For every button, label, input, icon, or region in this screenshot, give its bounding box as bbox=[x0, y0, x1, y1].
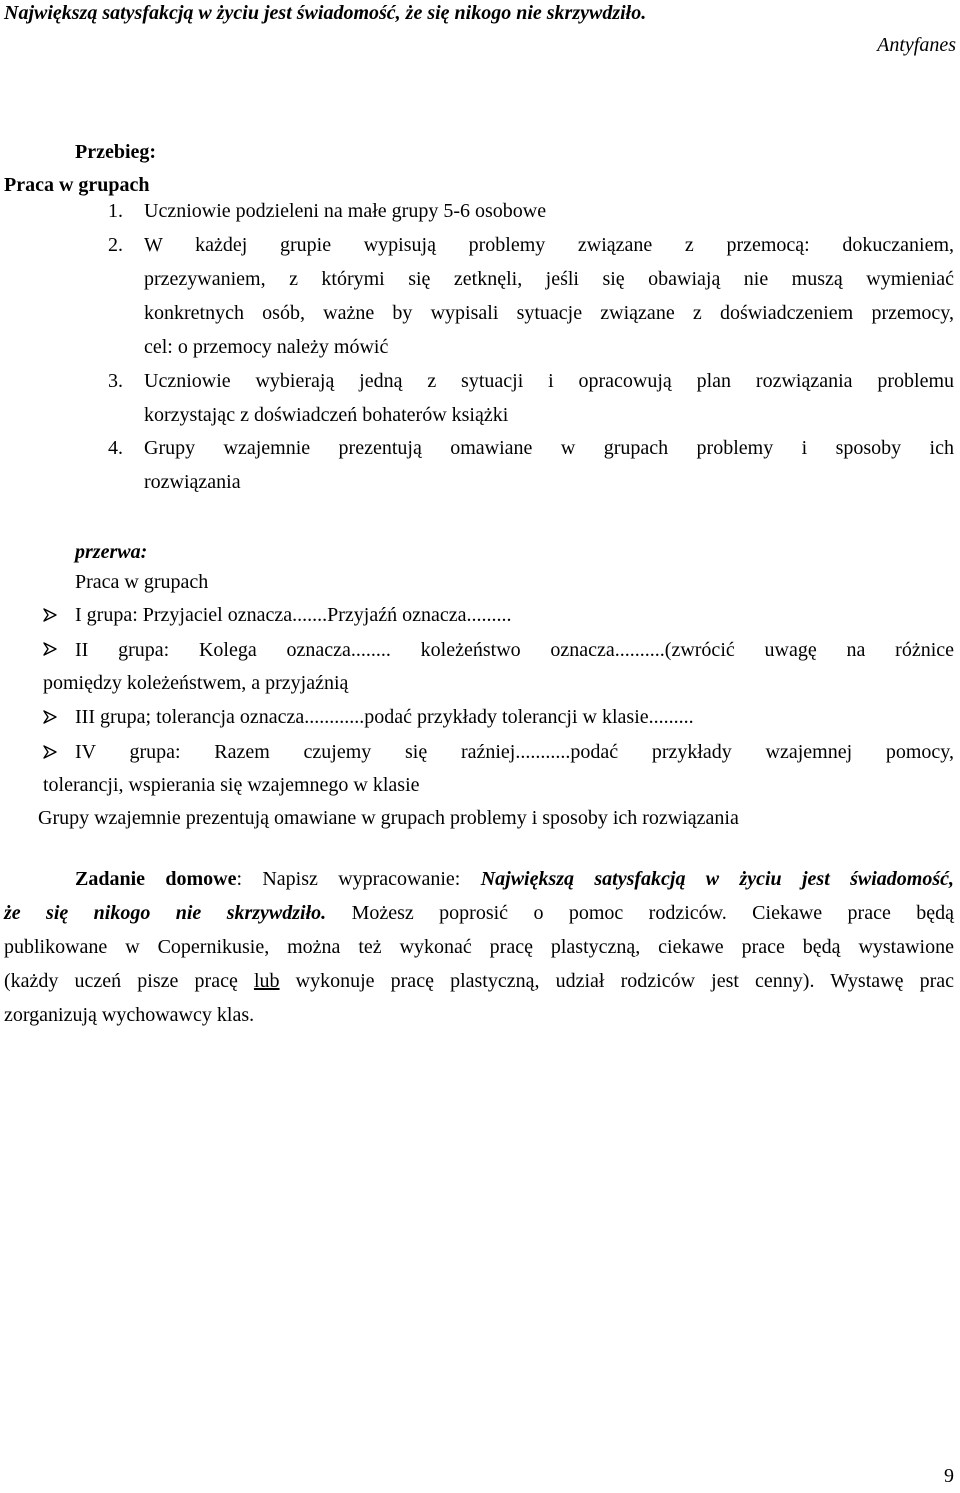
bullet-line: I grupa: Przyjaciel oznacza.......Przyjaźń oznacza......... bbox=[75, 604, 512, 626]
step-line: Uczniowie podzieleni na małe grupy 5-6 osobowe bbox=[144, 200, 547, 222]
arrow-bullet-icon bbox=[43, 745, 57, 759]
step-line: konkretnych osób, ważne by wypisali sytuacje związane z doświadczeniem przemocy, bbox=[144, 302, 954, 324]
motto-author: Antyfanes bbox=[877, 34, 956, 56]
step-number: 3. bbox=[108, 370, 123, 392]
homework-label: Zadanie domowe bbox=[75, 868, 237, 890]
homework-intro: : Napisz wypracowanie: bbox=[236, 868, 481, 890]
homework-line4-a: (każdy uczeń pisze pracę bbox=[4, 970, 254, 992]
step-number: 1. bbox=[108, 200, 123, 222]
step-line: cel: o przemocy należy mówić bbox=[144, 336, 389, 358]
homework-line-3: publikowane w Copernikusie, można też wykonać pracę plastyczną, ciekawe prace będą wystawione bbox=[4, 936, 954, 958]
page-number: 9 bbox=[944, 1465, 954, 1487]
homework-line-5: zorganizują wychowawcy klas. bbox=[4, 1004, 255, 1026]
arrow-bullet-icon bbox=[43, 608, 57, 622]
przebieg-subheading: Praca w grupach bbox=[4, 174, 150, 196]
homework-line-4 bbox=[4, 967, 954, 995]
step-line: W każdej grupie wypisują problemy związane z przemocą: dokuczaniem, bbox=[144, 234, 954, 256]
homework-line4-b: wykonuje pracę plastyczną, udział rodziców jest cenny). Wystawę prac bbox=[279, 970, 954, 992]
przebieg-heading: Przebieg: bbox=[75, 141, 157, 163]
bullet-line: III grupa; tolerancja oznacza............podać przykłady tolerancji w klasie......... bbox=[75, 706, 694, 728]
homework-line-2 bbox=[4, 899, 954, 927]
step-line: przezywaniem, z którymi się zetknęli, jeśli się obawiają nie muszą wymieniać bbox=[144, 268, 954, 290]
homework-line-1 bbox=[75, 865, 954, 893]
bullet-line: IV grupa: Razem czujemy się raźniej...........podać przykłady wzajemnej pomocy, bbox=[75, 741, 954, 763]
homework-title-part1: Największą satysfakcją w życiu jest świadomość, bbox=[480, 868, 954, 890]
bullet-line: II grupa: Kolega oznacza........ koleżeństwo oznacza..........(zwrócić uwagę na różnice bbox=[75, 639, 954, 661]
bullet-line: tolerancji, wspierania się wzajemnego w klasie bbox=[43, 774, 420, 796]
step-line: Uczniowie wybierają jedną z sytuacji i opracowują plan rozwiązania problemu bbox=[144, 370, 954, 392]
arrow-bullet-icon bbox=[43, 642, 57, 656]
arrow-bullet-icon bbox=[43, 710, 57, 724]
przerwa-heading: przerwa: bbox=[75, 541, 148, 563]
przerwa-summary: Grupy wzajemnie prezentują omawiane w grupach problemy i sposoby ich rozwiązania bbox=[38, 807, 739, 829]
bullet-line: pomiędzy koleżeństwem, a przyjaźnią bbox=[43, 672, 349, 694]
step-number: 4. bbox=[108, 437, 123, 459]
homework-line2-rest: Możesz poprosić o pomoc rodziców. Ciekawe prace będą bbox=[326, 902, 954, 924]
step-number: 2. bbox=[108, 234, 123, 256]
homework-line4-underlined: lub bbox=[253, 970, 280, 992]
step-line: rozwiązania bbox=[144, 471, 241, 493]
step-line: korzystając z doświadczeń bohaterów książki bbox=[144, 404, 509, 426]
przerwa-subheading: Praca w grupach bbox=[75, 571, 209, 593]
step-line: Grupy wzajemnie prezentują omawiane w grupach problemy i sposoby ich bbox=[144, 437, 954, 459]
motto-quote: Największą satysfakcją w życiu jest świadomość, że się nikogo nie skrzywdziło. bbox=[4, 2, 647, 24]
homework-title-part2: że się nikogo nie skrzywdziło. bbox=[4, 902, 327, 924]
